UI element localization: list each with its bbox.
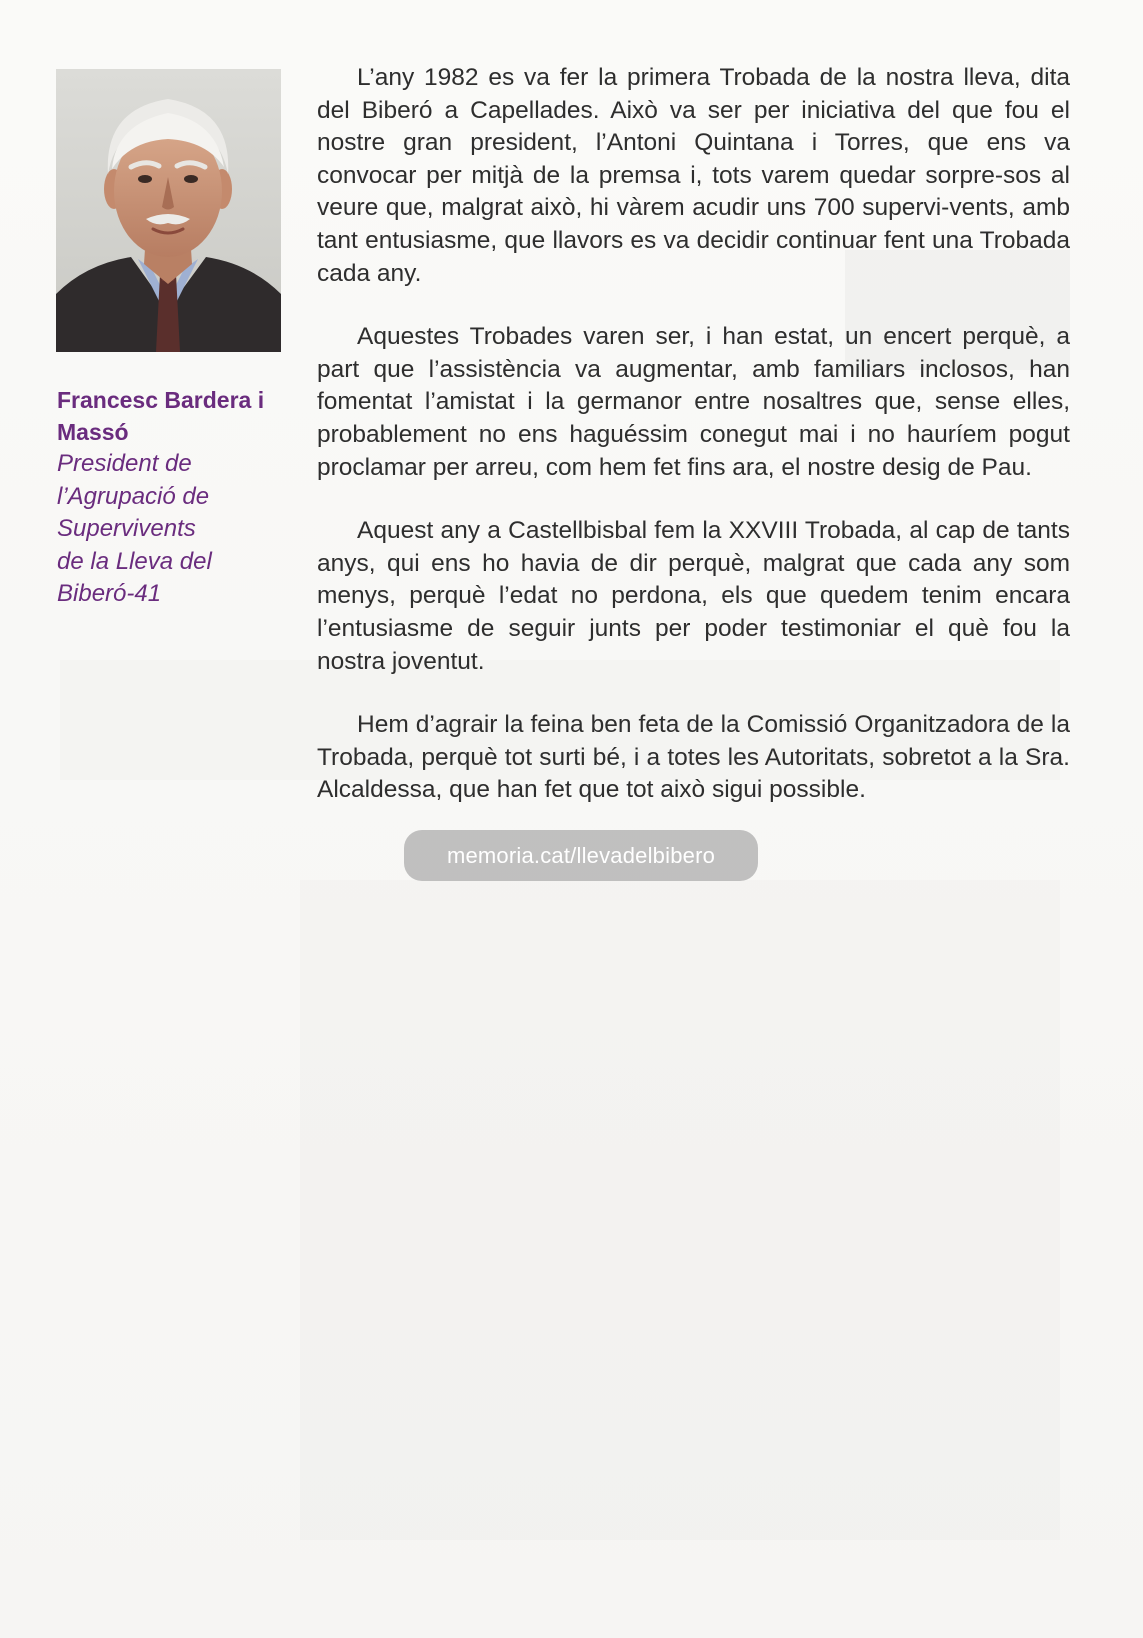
article-paragraph: Aquestes Trobades varen ser, i han estat, un encert perquè, a part que l’assistència va augmentar, amb familiars inclosos, han fomentat l’amistat i la germanor entre nosaltres que, sense elles, probablement no ens haguéssim conegut mai i no hauríem pogut proclamar per arreu, com hem fet fins ara, el nostre desig de Pau. <box>317 323 1070 481</box>
portrait-photo <box>56 69 281 352</box>
author-role-line: Biberó-41 <box>57 580 162 607</box>
article-paragraph: L’any 1982 es va fer la primera Trobada de la nostra lleva, dita del Biberó a Capellades. Això va ser per iniciativa del que fou el nostre gran president, l’Antoni Quintana i Torres, que ens va convocar per mitjà de la premsa i, tots varem quedar sorpre-sos al veure que, malgrat això, hi vàrem acudir uns 700 supervi-vents, amb tant entusiasme, que llavors es va decidir continuar fent una Trobada cada any. <box>317 64 1070 287</box>
author-name: Francesc Bardera i Massó <box>57 387 265 445</box>
article-paragraph: Hem d’agrair la feina ben feta de la Comissió Organitzadora de la Trobada, perquè tot surti bé, i a totes les Autoritats, sobretot a la Sra. Alcaldessa, que han fet que tot això sigui possible. <box>317 711 1070 804</box>
author-role-line: Supervivents <box>57 515 196 542</box>
author-role-line: de la Lleva del <box>57 547 212 575</box>
article-body <box>317 62 1070 838</box>
author-role-line: President de <box>57 450 192 477</box>
article-paragraph: Aquest any a Castellbisbal fem la XXVIII Trobada, al cap de tants anys, qui ens ho havia de dir perquè, malgrat que cada any som menys, perquè l’edat no perdona, els que quedem tenim encara l’entusiasme de seguir junts per poder testimoniar el què fou la nostra joventut. <box>317 517 1070 675</box>
bleed-through-block <box>300 880 1060 1540</box>
watermark-badge: memoria.cat/llevadelbibero <box>404 830 758 881</box>
author-role-line: l’Agrupació de <box>57 482 210 510</box>
photo-caption <box>57 384 297 611</box>
portrait-illustration <box>56 69 281 352</box>
